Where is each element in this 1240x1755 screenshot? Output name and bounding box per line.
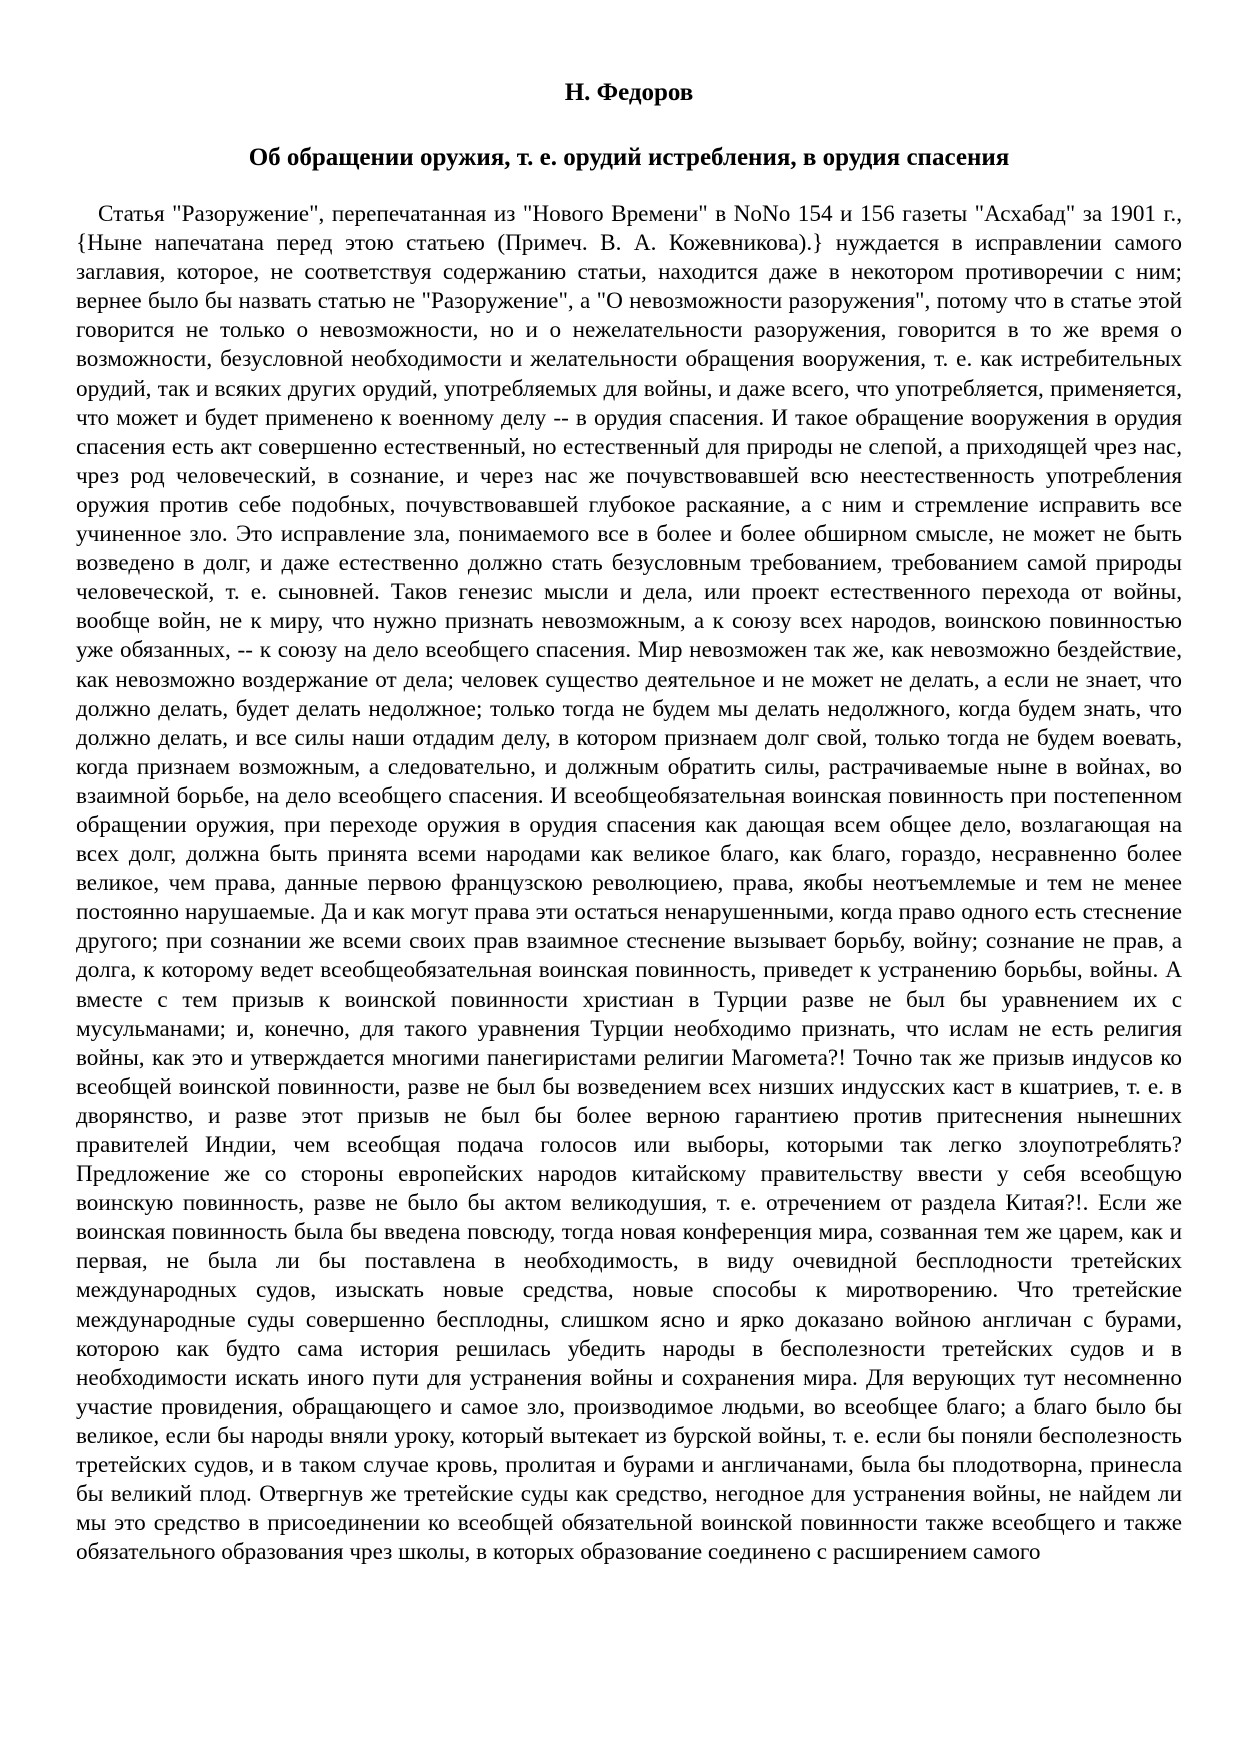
body-paragraph: Статья "Разоружение", перепечатанная из "Нового Времени" в NoNo 154 и 156 газеты "Асхабад" за 1901 г.,{Ныне напечатана перед этою статьею (Примеч. В. А. Кожевникова).} нуждается в исправлении самого заглавия, которое, не соответствуя содержанию статьи, находится даже в некотором противоречии с ним; вернее было бы назвать статью не "Разоружение", а "О невозможности разоружения", потому что в статье этой говорится не только о невозможности, но и о нежелательности разоружения, говорится в то же время о возможности, безусловной необходимости и желательности обращения вооружения, т. е. как истребительных орудий, так и всяких других орудий, употребляемых для войны, и даже всего, что употребляется, применяется, что может и будет применено к военному делу -- в орудия спасения. И такое обращение вооружения в орудия спасения есть акт совершенно естественный, но естественный для природы не слепой, а приходящей чрез нас, чрез род человеческий, в сознание, и через нас же почувствовавшей всю неестественность употребления оружия против себе подобных, почувствовавшей глубокое раскаяние, а с ним и стремление исправить все учиненное зло. Это исправление зла, понимаемого все в более и более обширном смысле, не может не быть возведено в долг, и даже естественно должно стать безусловным требованием, требованием самой природы человеческой, т. е. сыновней. Таков генезис мысли и дела, или проект естественного перехода от войны, вообще войн, не к миру, что нужно признать невозможным, а к союзу всех народов, воинскою повинностью уже обязанных, -- к союзу на дело всеобщего спасения. Мир невозможен так же, как невозможно бездействие, как невозможно воздержание от дела; человек существо деятельное и не может не делать, а если не знает, что должно делать, будет делать недолжное; только тогда не будем мы делать недолжного, когда будем знать, что должно делать, и все силы наши отдадим делу, в котором признаем долг свой, только тогда не будем воевать, когда признаем возможным, а следовательно, и должным обратить силы, растрачиваемые ныне в войнах, во взаимной борьбе, на дело всеобщего спасения. И всеобщеобязательная воинская повинность при постепенном обращении оружия, при переходе оружия в орудия спасения как дающая всем общее дело, возлагающая на всех долг, должна быть принята всеми народами как великое благо, как благо, гораздо, несравненно более великое, чем права, данные первою французскою революциею, права, якобы неотъемлемые и тем не менее постоянно нарушаемые. Да и как могут права эти остаться ненарушенными, когда право одного есть стеснение другого; при сознании же всеми своих прав взаимное стеснение вызывает борьбу, войну; сознание не прав, а долга, к которому ведет всеобщеобязательная воинская повинность, приведет к устранению борьбы, войны. А вместе с тем призыв к воинской повинности христиан в Турции разве не был бы уравнением их с мусульманами; и, конечно, для такого уравнения Турции необходимо признать, что ислам не есть религия войны, как это и утверждается многими панегиристами религии Магомета?! Точно так же призыв индусов ко всеобщей воинской повинности, разве не был бы возведением всех низших индусских каст в кшатриев, т. е. в дворянство, и разве этот призыв не был бы более верною гарантиею против притеснения нынешних правителей Индии, чем всеобщая подача голосов или выборы, которыми так легко злоупотреблять? Предложение же со стороны европейских народов китайскому правительству ввести у себя всеобщую воинскую повинность, разве не было бы актом великодушия, т. е. отречением от раздела Китая?!. Если же воинская повинность была бы введена повсюду, тогда новая конференция мира, созванная тем же царем, как и первая, не была ли бы поставлена в необходимость, в виду очевидной бесплодности третейских международных судов, изыскать новые средства, новые способы к миротворению. Что третейские международные суды совершенно бесплодны, слишком ясно и ярко доказано войною англичан с бурами, которою как будто сама история решилась убедить народы в бесполезности третейских судов и в необходимости искать иного пути для устранения войны и сохранения мира. Для верующих тут несомненно участие провидения, обращающего и самое зло, производимое людьми, во всеобщее благо; а благо было бы великое, если бы народы вняли уроку, который вытекает из бурской войны, т. е. если бы поняли бесполезность третейских судов, и в таком случае кровь, пролитая и бурами и англичанами, была бы плодотворна, принесла бы великий плод. Отвергнув же третейские суды как средство, негодное для устранения войны, не найдем ли мы это средство в присоединении ко всеобщей обязательной воинской повинности также всеобщего и также обязательного образования чрез школы, в которых образование соединено с расширением самого [76, 201, 1182, 1566]
article-title: Об обращении оружия, т. е. орудий истребления, в орудия спасения [248, 144, 1010, 171]
author-heading: Н. Федоров [564, 79, 694, 106]
